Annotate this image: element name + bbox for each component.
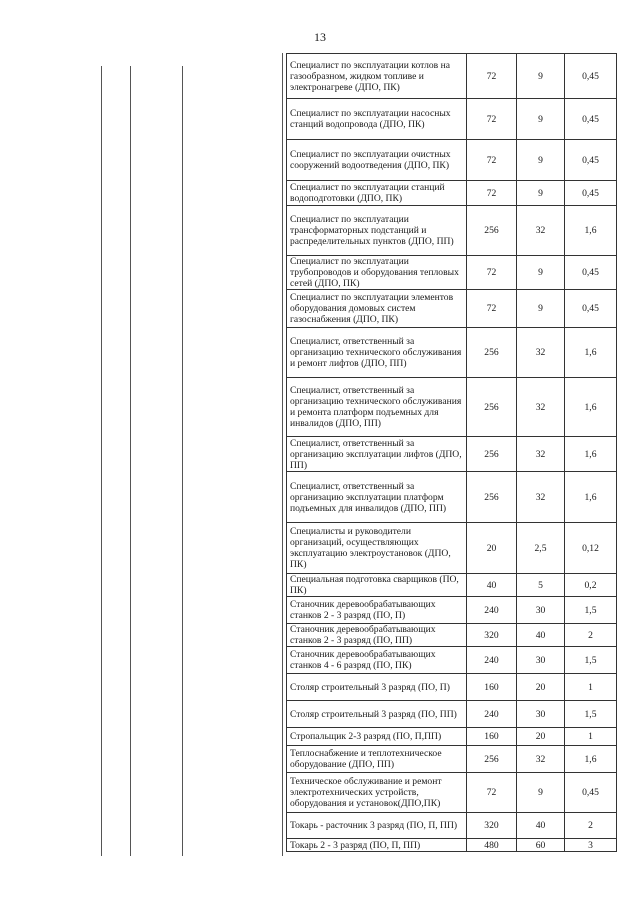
table-row bbox=[287, 647, 617, 674]
weeks-cell: 40 bbox=[517, 813, 565, 839]
weeks-cell: 32 bbox=[517, 328, 565, 378]
table-row bbox=[287, 256, 617, 290]
column-divider-line bbox=[282, 53, 283, 856]
weeks-cell: 30 bbox=[517, 597, 565, 624]
course-name-cell: Стропальщик 2-3 разряд (ПО, П,ПП) bbox=[287, 728, 467, 746]
months-cell: 0,45 bbox=[565, 256, 617, 290]
weeks-cell: 9 bbox=[517, 99, 565, 140]
course-name-cell: Специалист по эксплуатации трубопроводов и оборудования тепловых сетей (ДПО, ПК) bbox=[287, 256, 467, 290]
hours-cell: 480 bbox=[467, 839, 517, 852]
course-name-cell: Специалист, ответственный за организацию эксплуатации лифтов (ДПО, ПП) bbox=[287, 437, 467, 472]
hours-cell: 72 bbox=[467, 99, 517, 140]
hours-cell: 240 bbox=[467, 597, 517, 624]
hours-cell: 72 bbox=[467, 54, 517, 99]
months-cell: 1,5 bbox=[565, 597, 617, 624]
months-cell: 0,45 bbox=[565, 290, 617, 328]
weeks-cell: 20 bbox=[517, 728, 565, 746]
hours-cell: 256 bbox=[467, 206, 517, 256]
column-divider-line bbox=[182, 66, 183, 856]
months-cell: 1,5 bbox=[565, 701, 617, 728]
weeks-cell: 32 bbox=[517, 746, 565, 773]
months-cell: 1,6 bbox=[565, 378, 617, 437]
weeks-cell: 5 bbox=[517, 574, 565, 597]
table-row bbox=[287, 773, 617, 813]
months-cell: 1 bbox=[565, 728, 617, 746]
weeks-cell: 32 bbox=[517, 206, 565, 256]
table-row bbox=[287, 523, 617, 574]
table-row bbox=[287, 290, 617, 328]
courses-table bbox=[286, 53, 617, 852]
months-cell: 0,45 bbox=[565, 99, 617, 140]
weeks-cell: 32 bbox=[517, 437, 565, 472]
weeks-cell: 2,5 bbox=[517, 523, 565, 574]
hours-cell: 256 bbox=[467, 378, 517, 437]
hours-cell: 72 bbox=[467, 140, 517, 181]
months-cell: 0,45 bbox=[565, 54, 617, 99]
course-name-cell: Специалист по эксплуатации насосных станций водопровода (ДПО, ПК) bbox=[287, 99, 467, 140]
course-name-cell: Специалисты и руководители организаций, осуществляющих эксплуатацию электроустановок (ДПО, ПК) bbox=[287, 523, 467, 574]
course-name-cell: Токарь 2 - 3 разряд (ПО, П, ПП) bbox=[287, 839, 467, 852]
months-cell: 1,6 bbox=[565, 472, 617, 523]
hours-cell: 240 bbox=[467, 647, 517, 674]
months-cell: 0,2 bbox=[565, 574, 617, 597]
table-row bbox=[287, 624, 617, 647]
table-row bbox=[287, 839, 617, 852]
months-cell: 1,6 bbox=[565, 746, 617, 773]
months-cell: 0,45 bbox=[565, 773, 617, 813]
course-name-cell: Специалист по эксплуатации станций водоподготовки (ДПО, ПК) bbox=[287, 181, 467, 206]
course-name-cell: Специалист по эксплуатации трансформаторных подстанций и распределительных пунктов (ДПО, ПП) bbox=[287, 206, 467, 256]
hours-cell: 240 bbox=[467, 701, 517, 728]
hours-cell: 72 bbox=[467, 290, 517, 328]
hours-cell: 256 bbox=[467, 437, 517, 472]
hours-cell: 72 bbox=[467, 256, 517, 290]
weeks-cell: 9 bbox=[517, 256, 565, 290]
weeks-cell: 9 bbox=[517, 773, 565, 813]
months-cell: 1 bbox=[565, 674, 617, 701]
table-row bbox=[287, 99, 617, 140]
table-row bbox=[287, 574, 617, 597]
course-name-cell: Теплоснабжение и теплотехническое оборудование (ДПО, ПП) bbox=[287, 746, 467, 773]
months-cell: 1,5 bbox=[565, 647, 617, 674]
table-row bbox=[287, 140, 617, 181]
hours-cell: 72 bbox=[467, 181, 517, 206]
hours-cell: 160 bbox=[467, 674, 517, 701]
hours-cell: 320 bbox=[467, 813, 517, 839]
hours-cell: 160 bbox=[467, 728, 517, 746]
table-row bbox=[287, 437, 617, 472]
column-divider-line bbox=[130, 66, 131, 856]
hours-cell: 256 bbox=[467, 472, 517, 523]
weeks-cell: 9 bbox=[517, 140, 565, 181]
table-row bbox=[287, 328, 617, 378]
months-cell: 0,45 bbox=[565, 181, 617, 206]
course-name-cell: Станочник деревообрабатывающих станков 2 - 3 разряд (ПО, ПП) bbox=[287, 624, 467, 647]
course-name-cell: Специалист, ответственный за организацию технического обслуживания и ремонта платформ подъемных для инвалидов (ДПО, ПП) bbox=[287, 378, 467, 437]
course-name-cell: Техническое обслуживание и ремонт электротехнических устройств, оборудования и установок(ДПО,ПК) bbox=[287, 773, 467, 813]
hours-cell: 256 bbox=[467, 746, 517, 773]
page-number: 13 bbox=[314, 30, 326, 44]
course-name-cell: Столяр строительный 3 разряд (ПО, ПП) bbox=[287, 701, 467, 728]
table-row bbox=[287, 701, 617, 728]
course-name-cell: Специалист, ответственный за организацию технического обслуживания и ремонт лифтов (ДПО, ПП) bbox=[287, 328, 467, 378]
table-row bbox=[287, 813, 617, 839]
months-cell: 3 bbox=[565, 839, 617, 852]
hours-cell: 256 bbox=[467, 328, 517, 378]
hours-cell: 20 bbox=[467, 523, 517, 574]
table-row bbox=[287, 54, 617, 99]
table-row bbox=[287, 472, 617, 523]
weeks-cell: 40 bbox=[517, 624, 565, 647]
table-row bbox=[287, 378, 617, 437]
months-cell: 2 bbox=[565, 813, 617, 839]
hours-cell: 40 bbox=[467, 574, 517, 597]
table-row bbox=[287, 206, 617, 256]
weeks-cell: 20 bbox=[517, 674, 565, 701]
months-cell: 1,6 bbox=[565, 206, 617, 256]
table-row bbox=[287, 746, 617, 773]
weeks-cell: 9 bbox=[517, 290, 565, 328]
course-name-cell: Специальная подготовка сварщиков (ПО, ПК) bbox=[287, 574, 467, 597]
weeks-cell: 60 bbox=[517, 839, 565, 852]
weeks-cell: 9 bbox=[517, 181, 565, 206]
months-cell: 2 bbox=[565, 624, 617, 647]
course-name-cell: Столяр строительный 3 разряд (ПО, П) bbox=[287, 674, 467, 701]
weeks-cell: 30 bbox=[517, 647, 565, 674]
left-border-line bbox=[101, 66, 102, 856]
course-name-cell: Специалист по эксплуатации очистных сооружений водоотведения (ДПО, ПК) bbox=[287, 140, 467, 181]
weeks-cell: 30 bbox=[517, 701, 565, 728]
table-row bbox=[287, 728, 617, 746]
months-cell: 0,45 bbox=[565, 140, 617, 181]
course-name-cell: Специалист по эксплуатации котлов на газообразном, жидком топливе и электронагреве (ДПО, ПК) bbox=[287, 54, 467, 99]
course-name-cell: Станочник деревообрабатывающих станков 4 - 6 разряд (ПО, ПК) bbox=[287, 647, 467, 674]
weeks-cell: 32 bbox=[517, 378, 565, 437]
months-cell: 0,12 bbox=[565, 523, 617, 574]
hours-cell: 72 bbox=[467, 773, 517, 813]
course-name-cell: Станочник деревообрабатывающих станков 2 - 3 разряд (ПО, П) bbox=[287, 597, 467, 624]
course-name-cell: Специалист по эксплуатации элементов оборудования домовых систем газоснабжения (ДПО, ПК) bbox=[287, 290, 467, 328]
table-row bbox=[287, 674, 617, 701]
table-row bbox=[287, 181, 617, 206]
course-name-cell: Специалист, ответственный за организацию эксплуатации платформ подъемных для инвалидов (ДПО, ПП) bbox=[287, 472, 467, 523]
weeks-cell: 32 bbox=[517, 472, 565, 523]
weeks-cell: 9 bbox=[517, 54, 565, 99]
hours-cell: 320 bbox=[467, 624, 517, 647]
course-name-cell: Токарь - расточник 3 разряд (ПО, П, ПП) bbox=[287, 813, 467, 839]
table-row bbox=[287, 597, 617, 624]
months-cell: 1,6 bbox=[565, 328, 617, 378]
months-cell: 1,6 bbox=[565, 437, 617, 472]
